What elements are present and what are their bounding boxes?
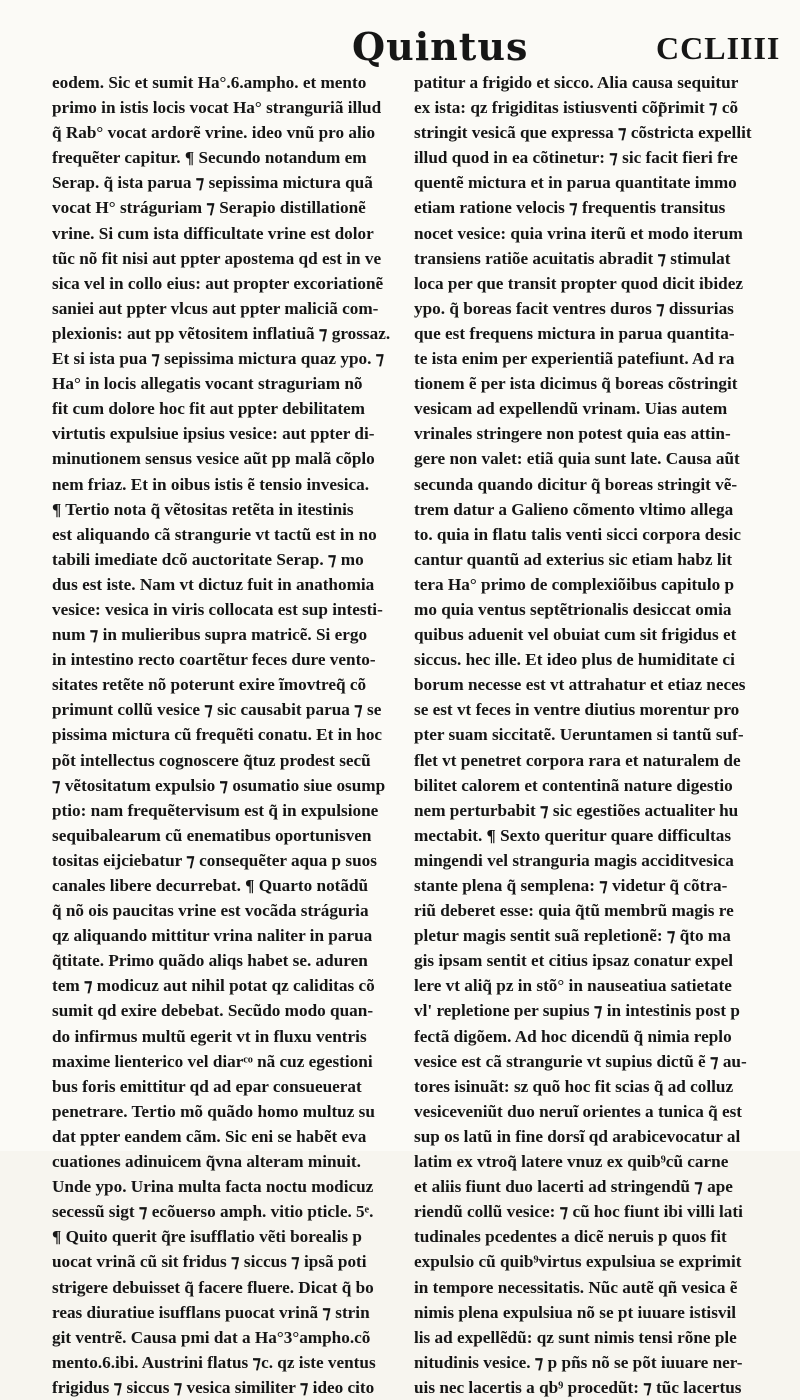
text-line: uis nec lacertis a qb⁹ procedũt: ⁊ tũc lacertus <box>414 1377 742 1397</box>
text-line: vl' repletione per supius ⁊ in intestinis post p <box>414 1001 740 1021</box>
text-line: sica vel in collo eius: aut propter excoriationẽ <box>52 273 384 293</box>
text-line: cantur quantũ ad exterius sic etiam habz lit <box>414 549 733 569</box>
text-line: secunda quando dicitur q̃ boreas stringit vẽ- <box>414 474 738 494</box>
text-line: ptio: nam frequẽtervisum est q̃ in expulsione <box>52 800 379 820</box>
text-line: latim ex vtroq̃ latere vnuz ex quib⁹cũ carne <box>414 1152 729 1172</box>
text-line: saniei aut ppter vlcus aut ppter maliciã com- <box>52 298 379 318</box>
text-line: mo quia ventus septẽtrionalis desiccat omia <box>414 599 732 619</box>
text-line: tositas eijciebatur ⁊ consequẽter aqua p suos <box>52 850 377 870</box>
text-line: tera Ha° primo de complexiõibus capitulo p <box>414 574 735 594</box>
text-line: dus est iste. Nam vt dictuz fuit in anathomia <box>52 574 375 594</box>
text-line: canales libere decurrebat. ¶ Quarto notãdũ <box>52 876 369 895</box>
text-line: to. quia in flatu talis venti sicci corpora desic <box>414 524 742 544</box>
text-line: te ista enim per experientiã patefiunt. Ad ra <box>414 349 735 369</box>
text-line: stante plena q̃ semplena: ⁊ videtur q̃ cõtra- <box>414 876 728 895</box>
text-line: q̃ Rab° vocat ardorẽ vrine. ideo vnũ pro alio <box>52 123 376 143</box>
text-line: riũ deberet esse: quia q̃tũ membrũ magis re <box>414 901 734 921</box>
text-line: sitates retẽte nõ poterunt exire ĩmovtreq̃ cõ <box>52 675 367 695</box>
text-line: frigidus ⁊ siccus ⁊ vesica similiter ⁊ ideo cito <box>52 1377 375 1397</box>
text-line: tores isinuãt: sz quõ hoc fit scias q̃ ad colluz <box>414 1076 734 1096</box>
text-line: stringit vesicã que expressa ⁊ cõstricta expellit <box>414 123 752 143</box>
text-line: siccus. hec ille. Et ideo plus de humiditate ci <box>414 650 735 670</box>
running-head: Quintus <box>352 24 529 69</box>
text-line: vesice est cã strangurie vt supius dictũ ẽ ⁊ au- <box>414 1051 747 1071</box>
text-line: bilitet calorem et contentinã nature digestio <box>414 775 733 795</box>
text-line: bus foris emittitur qd ad epar consueuerat <box>52 1076 362 1096</box>
text-line: tabili imediate dcõ auctoritate Serap. ⁊ mo <box>52 549 364 569</box>
text-line: pletur magis sentit suã repletionẽ: ⁊ q̃to ma <box>414 926 731 946</box>
text-line: patitur a frigido et sicco. Alia causa sequitur <box>414 73 739 92</box>
text-line: quibus aduenit vel obuiat cum sit frigidus et <box>414 625 737 645</box>
text-line: Unde ypo. Urina multa facta noctu modicuz <box>52 1177 374 1197</box>
text-line: tũc nõ fit nisi aut ppter apostema qd est in ve <box>52 248 382 268</box>
text-line: nem perturbabit ⁊ sic egestiões actualiter hu <box>414 800 739 820</box>
page-header <box>0 18 800 70</box>
text-line: ypo. q̃ boreas facit ventres duros ⁊ dissurias <box>414 298 734 318</box>
text-line: vrinales stringere non potest quia eas attin- <box>414 424 731 444</box>
text-line: Ha° in locis allegatis vocant straguriam nõ <box>52 374 363 394</box>
text-line: do infirmus multũ egerit vt in fluxu ventris <box>52 1026 367 1046</box>
text-line: mingendi vel stranguria magis acciditvesica <box>414 850 734 870</box>
text-line: vocat H° stráguriam ⁊ Serapio distillationẽ <box>52 198 366 218</box>
text-line: trem datur a Galieno cõmento vltimo allega <box>414 499 734 519</box>
text-line: frequẽter capitur. ¶ Secundo notandum em <box>52 148 367 168</box>
folio-number: CCLIIII <box>656 30 781 66</box>
text-line: fectã digõem. Ad hoc dicendũ q̃ nimia replo <box>414 1026 732 1046</box>
text-line: ¶ Quito querit q̃re isufflatio vẽti borealis p <box>52 1227 362 1247</box>
text-line: mento.6.ibi. Austrini flatus ⁊c. qz iste ventus <box>52 1352 376 1372</box>
text-line: fit cum dolore hoc fit aut ppter debilitatem <box>52 399 366 419</box>
text-line: gis ipsam sentit et citius ipsaz conatur expel <box>414 951 734 971</box>
text-line: tem ⁊ modicuz aut nihil potat qz caliditas cõ <box>52 976 375 996</box>
text-line: gere non valet: etiã quia sunt late. Causa aũt <box>414 449 740 469</box>
text-line: loca per que transit propter quod dicit ibidez <box>414 273 743 293</box>
text-line: nocet vesice: quia vrina iterũ et modo iterum <box>414 223 743 243</box>
text-line: ¶ Tertio nota q̃ vẽtositas retẽta in itestinis <box>52 499 354 519</box>
text-line: flet vt penetret corpora rara et naturalem de <box>414 750 741 770</box>
text-line: minutionem sensus vesice aũt pp malã cõplo <box>52 449 375 469</box>
text-line: põt intellectus cognoscere q̃tuz prodest secũ <box>52 750 371 770</box>
text-line: nem friaz. Et in oibus istis ẽ tensio invesica. <box>52 474 370 494</box>
text-line: riendũ collũ vesice: ⁊ cũ hoc fiunt ibi villi lati <box>414 1202 743 1222</box>
text-line: primo in istis locis vocat Ha° stranguriã illud <box>52 98 382 118</box>
text-line: tudinales pcedentes a dicẽ neruis p quos fit <box>414 1227 727 1247</box>
text-line: primunt collũ vesice ⁊ sic causabit parua ⁊ se <box>52 700 382 720</box>
text-line: reas diuratiue isufflans puocat vrinã ⁊ strin <box>52 1302 370 1322</box>
text-line: qz aliquando mittitur vrina naliter in parua <box>52 926 373 946</box>
text-line: que est frequens mictura in parua quantita- <box>414 323 735 343</box>
text-line: q̃titate. Primo quãdo aliqs habet se. aduren <box>52 951 368 971</box>
text-line: transiens ratiõe acuitatis abradit ⁊ stimulat <box>414 248 731 268</box>
text-line: est aliquando cã strangurie vt tactũ est in no <box>52 524 377 544</box>
text-line: in intestino recto coartẽtur feces dure vento- <box>52 650 376 670</box>
text-line: cuationes adinuicem q̃vna alteram minuit. <box>52 1152 361 1172</box>
text-line: secessũ sigt ⁊ ecõuerso amph. vitio pticle. 5ᵉ. <box>52 1202 374 1222</box>
text-line: borum necesse est vt attrahatur et etiaz neces <box>414 675 746 695</box>
text-line: sup os latũ in fine dorsĩ qd arabicevocatur al <box>414 1126 741 1146</box>
text-line: eodem. Sic et sumit Ha°.6.ampho. et mento <box>52 73 367 92</box>
text-line: virtutis expulsiue ipsius vesice: aut ppter di- <box>52 424 375 444</box>
text-line: nimis plena expulsiua nõ se pt iuuare istisvil <box>414 1302 737 1322</box>
text-line: mectabit. ¶ Sexto queritur quare difficultas <box>414 825 732 845</box>
text-line: penetrare. Tertio mõ quãdo homo multuz su <box>52 1101 375 1121</box>
text-line: sumit qd exire debebat. Secũdo modo quan- <box>52 1001 374 1021</box>
left-text-column <box>52 70 404 1400</box>
text-line: strigere debuisset q̃ facere fluere. Dicat q̃ bo <box>52 1277 374 1297</box>
text-line: num ⁊ in mulieribus supra matricẽ. Si ergo <box>52 625 368 645</box>
text-line: ⁊ vẽtositatum expulsio ⁊ osumatio siue osump <box>52 775 386 795</box>
text-line: illud quod in ea cõtinetur: ⁊ sic facit fieri fre <box>414 148 738 168</box>
text-line: in tempore necessitatis. Nũc autẽ qñ vesica ẽ <box>414 1277 738 1297</box>
text-line: vrine. Si cum ista difficultate vrine est dolor <box>52 223 374 243</box>
text-line: tionem ẽ per ista dicimus q̃ boreas cõstringit <box>414 374 738 394</box>
text-line: q̃ nõ ois paucitas vrine est vocãda stráguria <box>52 901 369 921</box>
text-line: ex ista: qz frigiditas istiusventi cõp͂rimit ⁊ cõ <box>414 98 739 118</box>
text-line: nitudinis vesice. ⁊ p pñs nõ se põt iuuare ner- <box>414 1352 743 1372</box>
right-text-column <box>414 70 774 1400</box>
text-line: lere vt aliq̃ pz in stõ° in nauseatiua satietate <box>414 976 732 996</box>
text-line: vesicam ad expellendũ vrinam. Uias autem <box>414 399 728 419</box>
text-line: lis ad expellẽdũ: qz sunt nimis tensi rõne ple <box>414 1327 737 1347</box>
text-line: Et si ista pua ⁊ sepissima mictura quaz ypo. ⁊ <box>52 349 385 369</box>
text-line: se est vt feces in ventre diutius morentur pro <box>414 700 740 720</box>
text-line: uocat vrinã cũ sit fridus ⁊ siccus ⁊ ipsã poti <box>52 1252 367 1272</box>
text-line: maxime lienterico vel diarᶜᵒ nã cuz egestioni <box>52 1051 373 1071</box>
text-line: git ventrẽ. Causa pmi dat a Ha°3°ampho.cõ <box>52 1327 371 1347</box>
text-line: vesiceveniũt duo neruĩ orientes a tunica q̃ est <box>414 1101 742 1121</box>
text-line: Serap. q̃ ista parua ⁊ sepissima mictura quã <box>52 173 373 193</box>
text-line: vesice: vesica in viris collocata est sup intesti- <box>52 599 383 619</box>
text-line: et aliis fiunt duo lacerti ad stringendũ ⁊ ape <box>414 1177 733 1197</box>
text-line: quentẽ mictura et in parua quantitate immo <box>414 173 737 193</box>
text-line: plexionis: aut pp vẽtositem inflatiuã ⁊ grossaz. <box>52 323 391 343</box>
text-line: sequibalearum cũ enematibus oportunisven <box>52 825 372 845</box>
text-line: expulsio cũ quib⁹virtus expulsiua se exprimit <box>414 1252 742 1272</box>
text-line: pissima mictura cũ frequẽti conatu. Et in hoc <box>52 725 383 745</box>
text-line: pter suam siccitatẽ. Ueruntamen si tantũ suf- <box>414 725 744 745</box>
text-line: dat ppter eandem cãm. Sic eni se habẽt eva <box>52 1126 367 1146</box>
text-line: etiam ratione velocis ⁊ frequentis transitus <box>414 198 726 218</box>
